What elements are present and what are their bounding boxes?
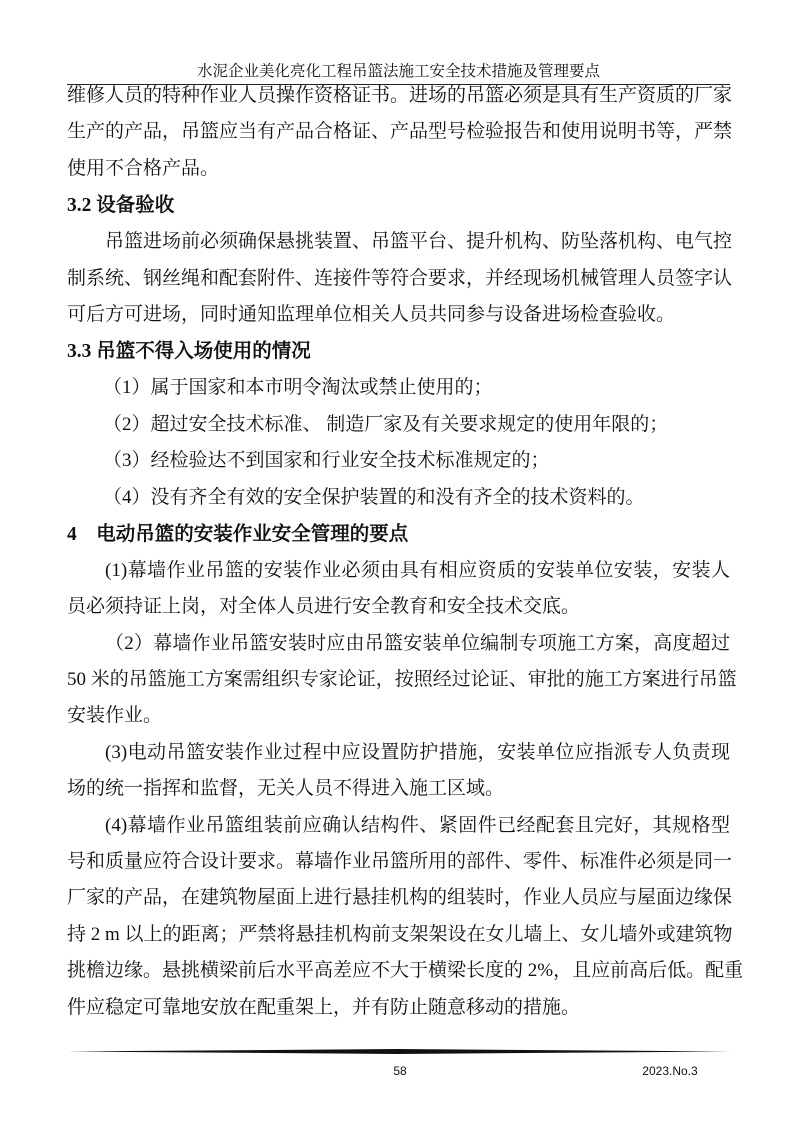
paragraph-line: 使用不合格产品。 — [67, 157, 220, 179]
section-heading: 3.3 吊篮不得入场使用的情况 — [67, 341, 311, 363]
page-number: 58 — [393, 1064, 407, 1078]
paragraph — [67, 626, 737, 735]
paragraph-line: 安装作业。 — [67, 705, 163, 727]
paragraph-line: 可后方可进场，同时通知监理单位相关人员共同参与设备进场检查验收。 — [67, 303, 676, 325]
paragraph-line: 吊篮进场前必须确保悬挑装置、吊篮平台、提升机构、防坠落机构、电气控 — [105, 231, 733, 253]
paragraph-line: 生产的产品，吊篮应当有产品合格证、产品型号检验报告和使用说明书等，严禁 — [67, 121, 733, 143]
section-heading: 4 电动吊篮的安装作业安全管理的要点 — [67, 523, 409, 545]
footer-divider — [67, 1049, 730, 1054]
issue-label: 2023.No.3 — [642, 1064, 698, 1078]
paragraph-line: (1)幕墙作业吊篮的安装作业必须由具有相应资质的安装单位安装，安装人 — [105, 559, 730, 581]
paragraph — [67, 224, 733, 333]
list-item: （2）超过安全技术标准、 制造厂家及有关要求规定的使用年限的； — [103, 413, 669, 435]
paragraph — [67, 553, 730, 626]
paragraph — [67, 808, 744, 1026]
paragraph-line: 件应稳定可靠地安放在配重架上，并有防止随意移动的措施。 — [67, 996, 581, 1018]
paragraph-line: 厂家的产品，在建筑物屋面上进行悬挂机构的组装时，作业人员应与屋面边缘保 — [67, 887, 733, 909]
document-body — [67, 78, 744, 1026]
list-item: （1）属于国家和本市明令淘汰或禁止使用的； — [103, 377, 493, 399]
paragraph-line: 制系统、钢丝绳和配套附件、连接件等符合要求，并经现场机械管理人员签字认 — [67, 267, 733, 289]
paragraph-line: 挑檐边缘。悬挑横梁前后水平高差应不大于横梁长度的 2%，且应前高后低。配重 — [67, 960, 744, 982]
paragraph-line: 场的统一指挥和监督，无关人员不得进入施工区域。 — [67, 778, 505, 800]
list-item: （4）没有齐全有效的安全保护装置的和没有齐全的技术资料的。 — [103, 486, 645, 508]
paragraph-line: 持 2 m 以上的距离；严禁将悬挂机构前支架架设在女儿墙上、女儿墙外或建筑物 — [67, 923, 733, 945]
list-item: （3）经检验达不到国家和行业安全技术标准规定的； — [103, 450, 550, 472]
section-heading: 3.2 设备验收 — [67, 195, 175, 217]
paragraph-line: 50 米的吊篮施工方案需组织专家论证，按照经过论证、审批的施工方案进行吊篮 — [67, 669, 737, 691]
paragraph-line: 员必须持证上岗，对全体人员进行安全教育和安全技术交底。 — [67, 596, 581, 618]
paragraph-line: 维修人员的特种作业人员操作资格证书。进场的吊篮必须是具有生产资质的厂家 — [67, 85, 733, 106]
paragraph — [67, 735, 730, 808]
running-header: 水泥企业美化亮化工程吊篮法施工安全技术措施及管理要点 — [196, 63, 600, 80]
paragraph-line: (3)电动吊篮安装作业过程中应设置防护措施，安装单位应指派专人负责现 — [105, 741, 730, 763]
paragraph — [67, 78, 733, 187]
paragraph-line: （2）幕墙作业吊篮安装时应由吊篮安装单位编制专项施工方案，高度超过 — [105, 632, 730, 654]
paragraph-line: (4)幕墙作业吊篮组装前应确认结构件、紧固件已经配套且完好，其规格型 — [105, 814, 730, 836]
paragraph-line: 号和质量应符合设计要求。幕墙作业吊篮所用的部件、零件、标准件必须是同一 — [67, 851, 733, 873]
